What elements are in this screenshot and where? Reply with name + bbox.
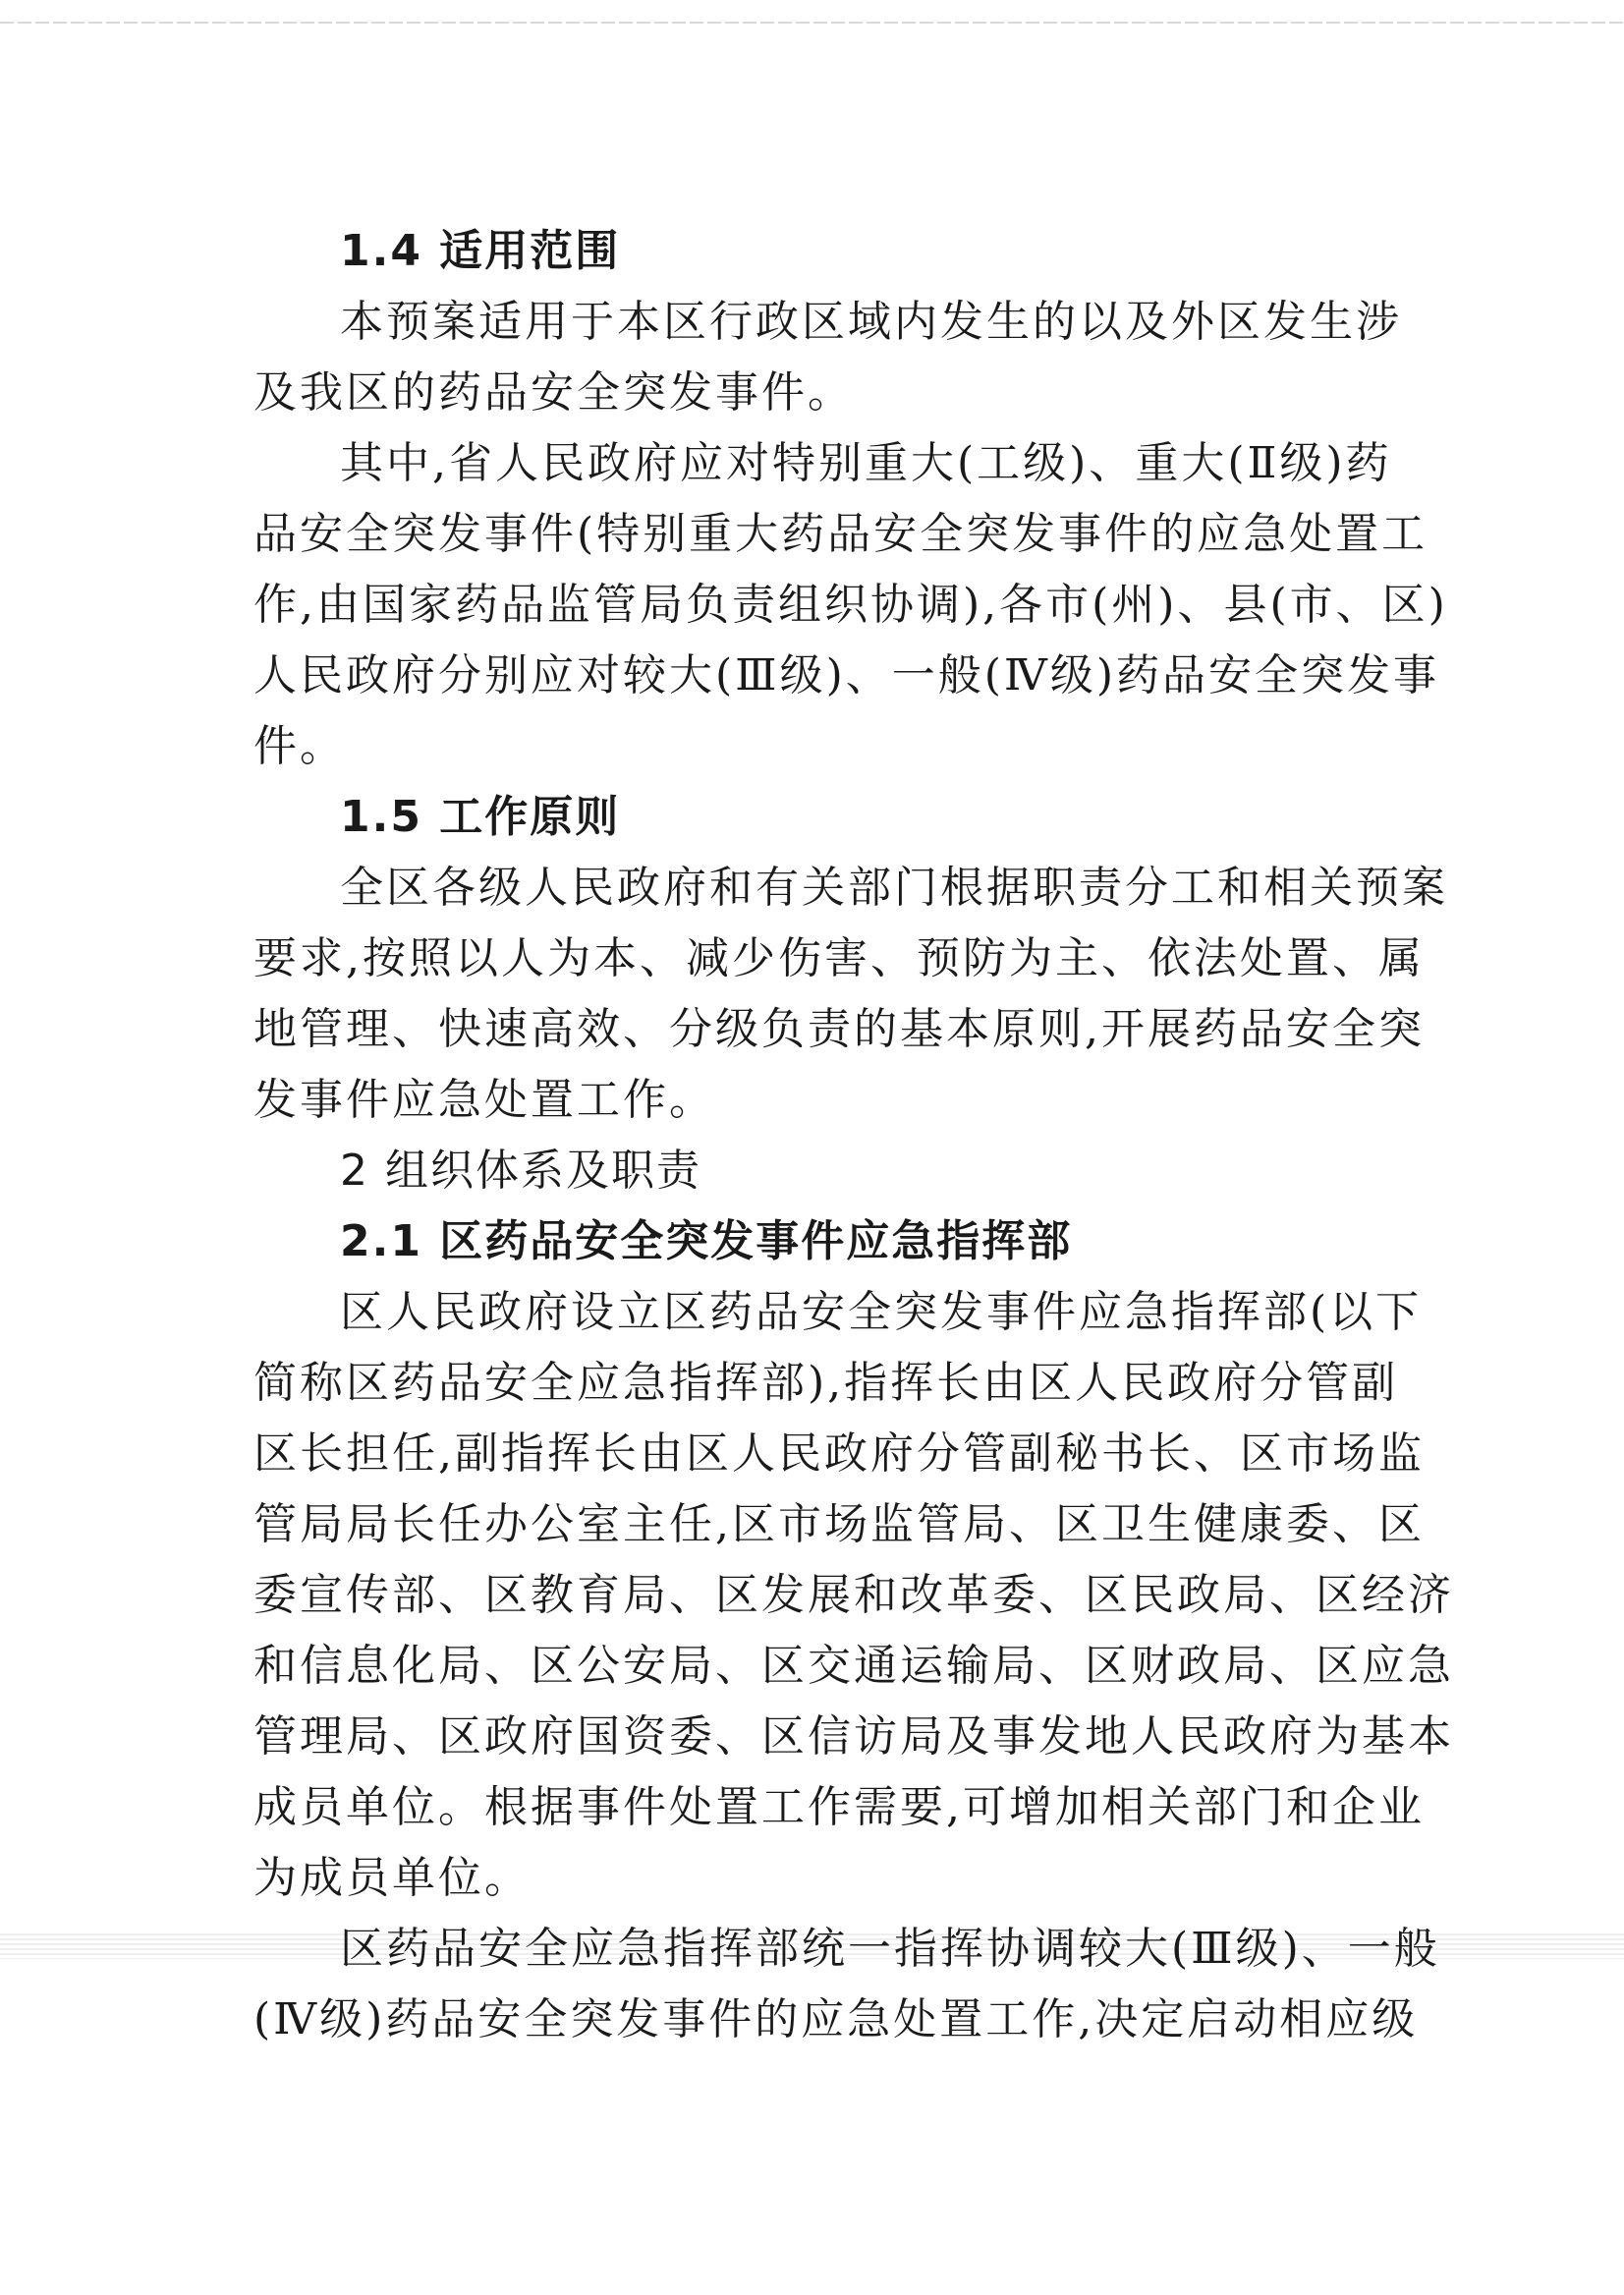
paragraph-line: 人民政府分别应对较大(Ⅲ级)、一般(Ⅳ级)药品安全突发事	[253, 650, 1440, 700]
paragraph-line: 作,由国家药品监管局负责组织协调),各市(州)、县(市、区)	[253, 580, 1448, 630]
section-heading-1-5: 1.5 工作原则	[340, 792, 621, 842]
section-heading-1-4: 1.4 适用范围	[340, 226, 621, 276]
section-heading-2: 2 组织体系及职责	[340, 1146, 701, 1196]
paragraph-line: 简称区药品安全应急指挥部),指挥长由区人民政府分管副	[253, 1358, 1399, 1408]
paragraph-line: 本预案适用于本区行政区域内发生的以及外区发生涉	[340, 297, 1402, 347]
paragraph-line: 件。	[253, 721, 346, 771]
paragraph-line: 要求,按照以人为本、减少伤害、预防为主、依法处置、属	[253, 933, 1425, 983]
paragraph-line: 管局局长任办公室主任,区市场监管局、区卫生健康委、区	[253, 1499, 1425, 1549]
scan-artifact-top	[0, 22, 1624, 24]
paragraph-line: 及我区的药品安全突发事件。	[253, 367, 854, 418]
paragraph-line: 区药品安全应急指挥部统一指挥协调较大(Ⅲ级)、一般	[340, 1924, 1440, 1974]
paragraph-line: 成员单位。根据事件处置工作需要,可增加相关部门和企业	[253, 1782, 1425, 1832]
paragraph-line: 为成员单位。	[253, 1853, 531, 1903]
paragraph-line: 和信息化局、区公安局、区交通运输局、区财政局、区应急	[253, 1641, 1454, 1691]
paragraph-line: 发事件应急处置工作。	[253, 1075, 715, 1125]
section-heading-2-1: 2.1 区药品安全突发事件应急指挥部	[340, 1216, 1073, 1266]
paragraph-line: 委宣传部、区教育局、区发展和改革委、区民政局、区经济	[253, 1570, 1454, 1620]
paragraph-line: 地管理、快速高效、分级负责的基本原则,开展药品安全突	[253, 1004, 1425, 1054]
document-page	[253, 216, 1454, 2055]
paragraph-line: 其中,省人民政府应对特别重大(工级)、重大(Ⅱ级)药	[340, 438, 1392, 488]
paragraph-line: (Ⅳ级)药品安全突发事件的应急处置工作,决定启动相应级	[253, 1994, 1419, 2044]
paragraph-line: 管理局、区政府国资委、区信访局及事发地人民政府为基本	[253, 1711, 1454, 1762]
paragraph-line: 区人民政府设立区药品安全突发事件应急指挥部(以下	[340, 1287, 1423, 1337]
paragraph-line: 全区各级人民政府和有关部门根据职责分工和相关预案	[340, 863, 1448, 913]
paragraph-line: 品安全突发事件(特别重大药品安全突发事件的应急处置工	[253, 509, 1428, 559]
paragraph-line: 区长担任,副指挥长由区人民政府分管副秘书长、区市场监	[253, 1428, 1425, 1479]
